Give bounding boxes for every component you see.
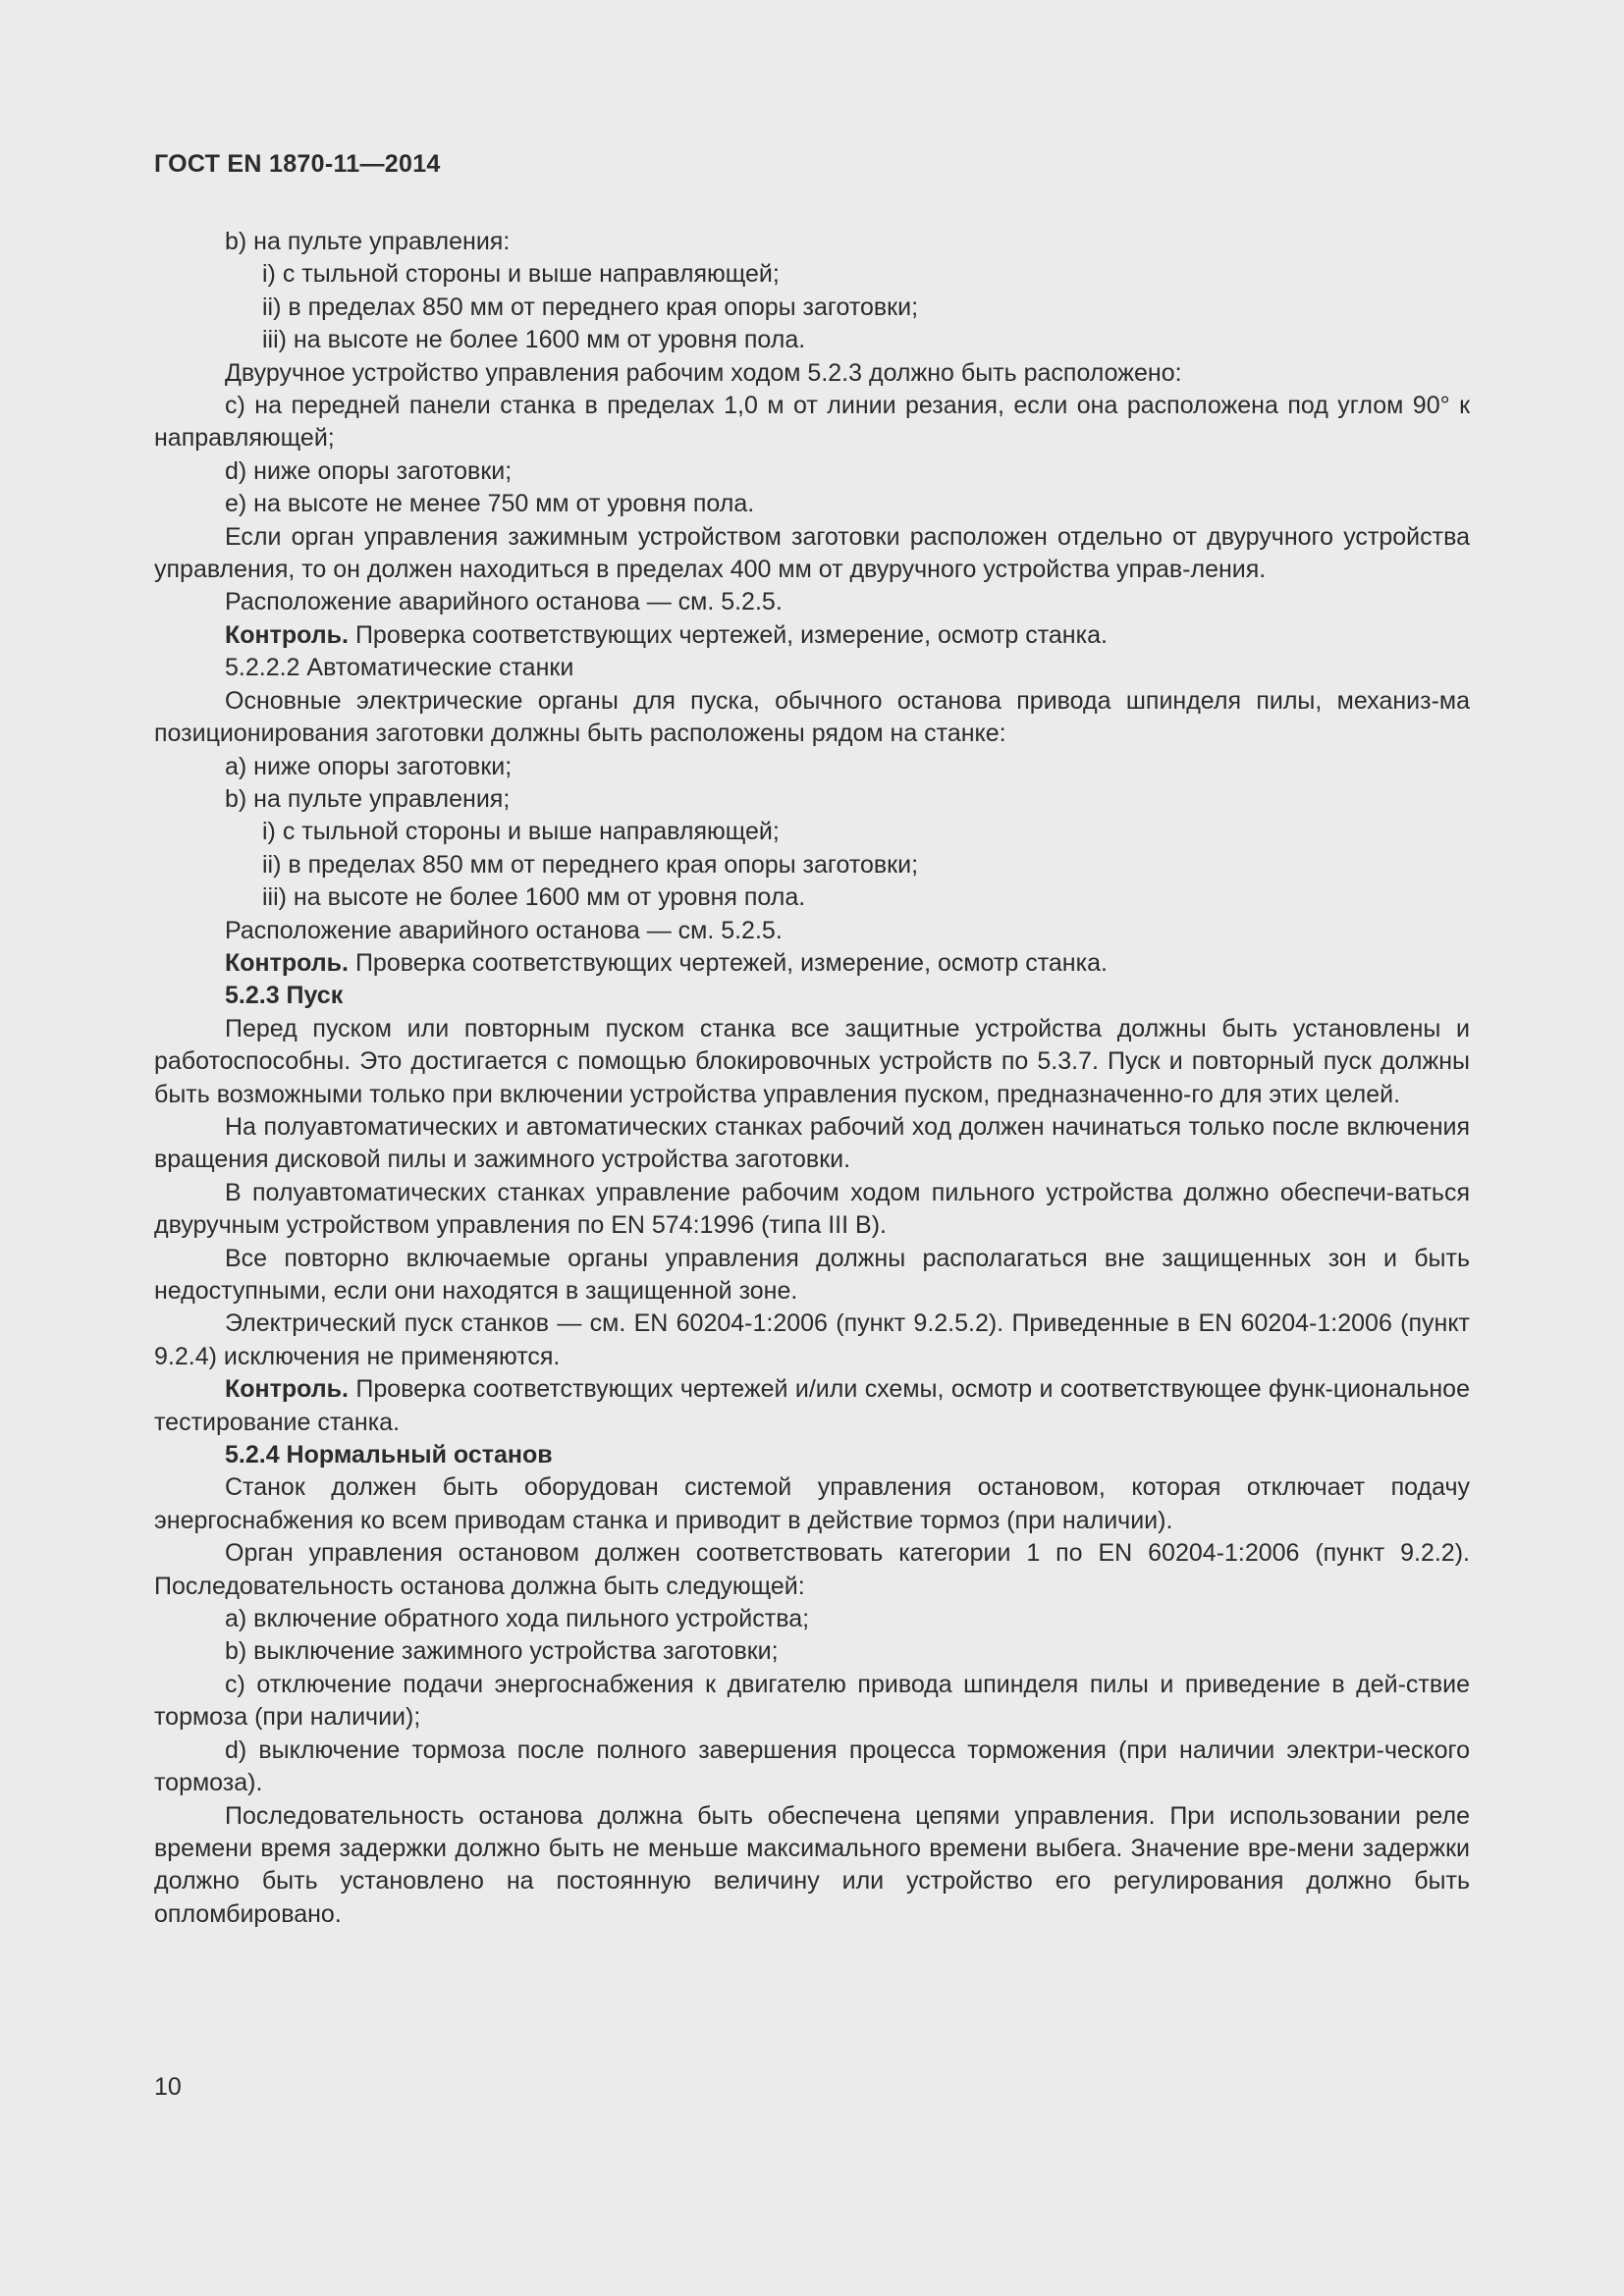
document-header: ГОСТ EN 1870-11—2014 [154,150,441,178]
list-item: d) ниже опоры заготовки; [225,456,513,485]
paragraph: Электрический пуск станков — см. EN 60204-1:2006 (пункт 9.2.5.2). Приведенные в EN 60204-1:2006 (пункт 9.2.4) исключения не применяются. [154,1309,1470,1370]
subsection-heading: 5.2.2.2 Автоматические станки [225,654,574,682]
paragraph: Двуручное устройство управления рабочим ходом 5.2.3 должно быть расположено: [225,358,1182,387]
sub-list-item: iii) на высоте не более 1600 мм от уровня пола. [262,883,806,912]
sub-list-item: ii) в пределах 850 мм от переднего края опоры заготовки; [262,850,919,879]
control-paragraph [154,619,1470,652]
list-item: b) на пульте управления: [225,228,511,255]
paragraph: Орган управления остановом должен соответствовать категории 1 по EN 60204-1:2006 (пункт 9.2.2). Последовательность останова должна быть следующей: [154,1539,1470,1600]
page-number: 10 [154,2073,182,2101]
paragraph: Станок должен быть оборудован системой управления остановом, которая отключает подачу энергоснабжения ко всем приводам станка и приводит в действие тормоз (при наличии). [154,1473,1470,1534]
paragraph: Расположение аварийного останова — см. 5.2.5. [225,588,783,616]
section-heading: 5.2.3 Пуск [225,982,344,1010]
sub-list-item: i) с тыльной стороны и выше направляющей; [262,818,780,846]
list-item: b) на пульте управления; [225,784,511,813]
control-label: Контроль. [225,948,349,977]
control-paragraph [154,1373,1470,1439]
list-item: a) включение обратного хода пильного устройства; [225,1605,810,1633]
paragraph: На полуавтоматических и автоматических станках рабочий ход должен начинаться только после включения вращения дисковой пилы и зажимного устройства заготовки. [154,1112,1470,1174]
control-label: Контроль. [225,620,349,649]
section-heading: 5.2.4 Нормальный останов [225,1441,553,1469]
paragraph: В полуавтоматических станках управление рабочим ходом пильного устройства должно обеспечи-ваться двуручным устройством управления по EN 574:1996 (типа III B). [154,1178,1470,1240]
paragraph: Все повторно включаемые органы управления должны располагаться вне защищенных зон и быть недоступными, если они находятся в защищенной зоне. [154,1244,1470,1305]
control-text: Проверка соответствующих чертежей и/или схемы, осмотр и соответствующее функ-циональное тестирование станка. [154,1375,1470,1436]
paragraph: Если орган управления зажимным устройством заготовки расположен отдельно от двуручного устройства управления, то он должен находиться в пределах 400 мм от двуручного устройства управ-ления. [154,522,1470,584]
control-text: Проверка соответствующих чертежей, измерение, осмотр станка. [354,620,1108,649]
list-item: d) выключение тормоза после полного завершения процесса торможения (при наличии электри-ческого тормоза). [154,1735,1470,1797]
sub-list-item: ii) в пределах 850 мм от переднего края опоры заготовки; [262,293,919,321]
paragraph: Перед пуском или повторным пуском станка все защитные устройства должны быть установлены и работоспособны. Это достигается с помощью блокировочных устройств по 5.3.7. Пуск и повторный пуск должны быть возможными только при включении устройства управления пуском, предназначенно-го для этих целей. [154,1014,1470,1108]
paragraph: Последовательность останова должна быть обеспечена цепями управления. При использовании реле времени время задержки должно быть не меньше максимального времени выбега. Значение вре-мени задержки должно быть установлено на постоянную величину или устройство его регулирования должно быть опломбировано. [154,1801,1470,1928]
sub-list-item: i) с тыльной стороны и выше направляющей; [262,260,780,289]
list-item: c) отключение подачи энергоснабжения к двигателю привода шпинделя пилы и приведение в дей-ствие тормоза (при наличии); [154,1670,1470,1732]
list-item: c) на передней панели станка в пределах 1,0 м от линии резания, если она расположена под углом 90° к направляющей; [154,392,1470,453]
paragraph: Расположение аварийного останова — см. 5.2.5. [225,916,783,944]
list-item: b) выключение зажимного устройства заготовки; [225,1637,779,1666]
list-item: a) ниже опоры заготовки; [225,752,513,780]
control-label: Контроль. [225,1375,349,1404]
list-item: e) на высоте не менее 750 мм от уровня пола. [225,490,755,518]
control-text: Проверка соответствующих чертежей, измерение, осмотр станка. [354,948,1108,977]
document-body [154,226,1470,1931]
paragraph: Основные электрические органы для пуска, обычного останова привода шпинделя пилы, механиз-ма позиционирования заготовки должны быть расположены рядом на станке: [154,686,1470,748]
sub-list-item: iii) на высоте не более 1600 мм от уровня пола. [262,326,806,354]
control-paragraph [154,947,1470,980]
